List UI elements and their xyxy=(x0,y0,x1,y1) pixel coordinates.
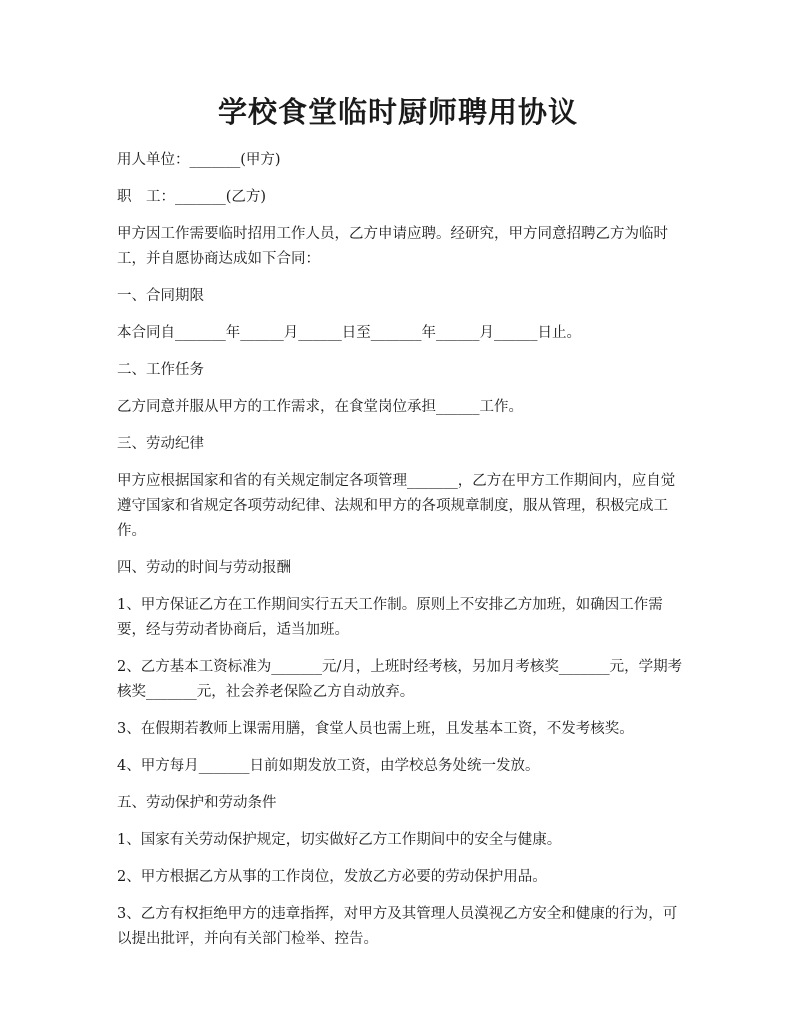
preamble-paragraph: 甲方因工作需要临时招用工作人员，乙方申请应聘。经研究，甲方同意招聘乙方为临时工，并自愿协商达成如下合同： xyxy=(117,226,668,267)
employee-line: 职 工：_______(乙方) xyxy=(117,189,267,205)
hours-pay-item-2: 2、乙方基本工资标准为_______元/月，上班时经考核，另加月考核奖_______元，学期考核奖_______元，社会养老保险乙方自动放弃。 xyxy=(117,659,683,700)
section-heading-protection: 五、劳动保护和劳动条件 xyxy=(117,795,277,811)
protection-item-2: 2、甲方根据乙方从事的工作岗位，发放乙方必要的劳动保护用品。 xyxy=(117,869,547,885)
section-heading-tasks: 二、工作任务 xyxy=(117,362,204,378)
term-paragraph: 本合同自_______年______月______日至_______年______月______日止。 xyxy=(117,325,581,341)
document-title: 学校食堂临时厨师聘用协议 xyxy=(217,95,578,129)
protection-item-3: 3、乙方有权拒绝甲方的违章指挥，对甲方及其管理人员漠视乙方安全和健康的行为，可以提出批评，并向有关部门检举、控告。 xyxy=(117,906,678,947)
hours-pay-item-4: 4、甲方每月_______日前如期发放工资，由学校总务处统一发放。 xyxy=(117,758,540,774)
document-body xyxy=(117,148,683,964)
employer-line: 用人单位：_______(甲方) xyxy=(117,152,281,168)
section-heading-discipline: 三、劳动纪律 xyxy=(117,436,204,452)
hours-pay-item-1: 1、甲方保证乙方在工作期间实行五天工作制。原则上不安排乙方加班，如确因工作需要，经与劳动者协商后，适当加班。 xyxy=(117,597,663,638)
section-heading-hours-pay: 四、劳动的时间与劳动报酬 xyxy=(117,560,291,576)
discipline-paragraph: 甲方应根据国家和省的有关规定制定各项管理_______，乙方在甲方工作期间内，应自觉遵守国家和省规定各项劳动纪律、法规和甲方的各项规章制度，服从管理，积极完成工作。 xyxy=(117,473,676,539)
hours-pay-item-3: 3、在假期若教师上课需用膳，食堂人员也需上班，且发基本工资，不发考核奖。 xyxy=(117,721,634,737)
section-heading-term: 一、合同期限 xyxy=(117,288,204,304)
protection-item-1: 1、国家有关劳动保护规定，切实做好乙方工作期间中的安全与健康。 xyxy=(117,832,562,848)
tasks-paragraph: 乙方同意并服从甲方的工作需求，在食堂岗位承担______工作。 xyxy=(117,399,523,415)
